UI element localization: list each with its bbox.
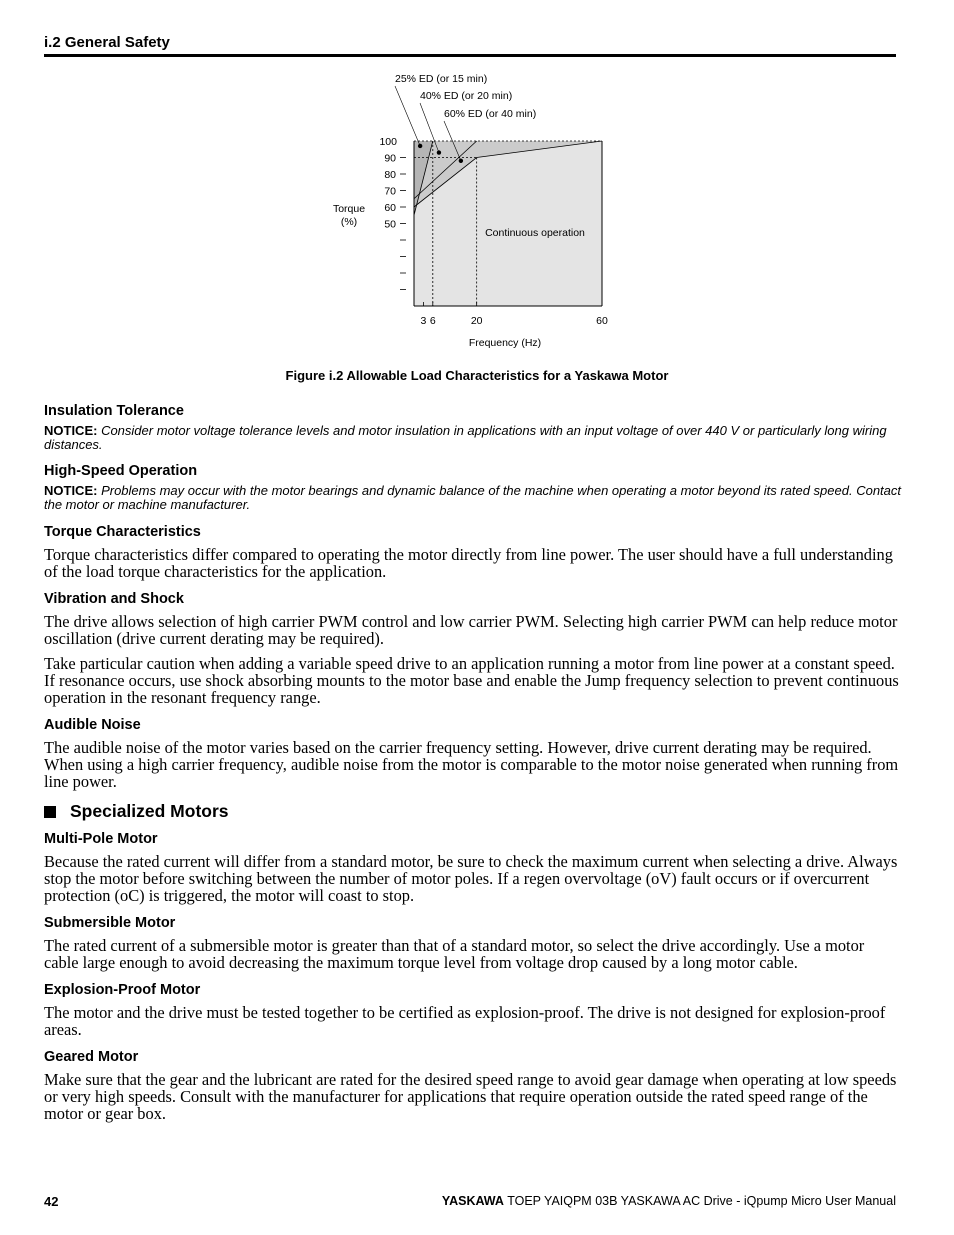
x-tick-label: 6: [429, 315, 436, 327]
x-tick-label: 20: [470, 315, 483, 327]
series-leader-line: [395, 86, 420, 146]
submersible-paragraph: The rated current of a submersible motor is greater than that of a standard motor, so select the drive accordingly. Use a motor cable large enough to avoid decreasing the maximum torque level from voltage drop caused by a long motor cable.: [44, 936, 865, 972]
section-header: i.2 General Safety: [44, 34, 170, 51]
multi-pole-paragraph: Because the rated current will differ from a standard motor, be sure to check the maximum current when selecting a drive. Always stop the motor before switching between the number of motor poles. If a regen overvoltage (oV) fault occurs or if overcurrent protection (oC) is triggered, the motor will coast to stop.: [44, 852, 898, 905]
y-tick-label: 70: [384, 185, 396, 198]
vibration-heading: Vibration and Shock: [44, 591, 184, 607]
submersible-heading: Submersible Motor: [44, 915, 176, 931]
y-tick-label: 100: [379, 136, 397, 148]
y-tick-label: 80: [384, 169, 396, 181]
audible-noise-heading: Audible Noise: [44, 717, 141, 733]
square-bullet-icon: [44, 806, 56, 818]
insulation-tolerance-heading: Insulation Tolerance: [44, 403, 184, 419]
series-label: 60% ED (or 40 min): [444, 108, 537, 120]
specialized-motors-title: Specialized Motors: [70, 801, 229, 821]
vibration-paragraph-2: Take particular caution when adding a variable speed drive to an application running a motor from line power at a constant speed. If resonance occurs, use shock absorbing mounts to the motor base and enable the Jump frequency selection to prevent continuous operation in the resonant frequency range.: [44, 654, 899, 707]
footer-brand: YASKAWA: [441, 1194, 504, 1208]
y-axis-unit: (%): [340, 216, 358, 228]
y-tick-label: 90: [384, 152, 396, 165]
insulation-notice: [44, 424, 904, 452]
footer-manual-name: TOEP YAIQPM 03B YASKAWA AC Drive - iQpump Micro User Manual: [503, 1194, 896, 1208]
torque-heading: Torque Characteristics: [44, 524, 201, 540]
y-tick-label: 60: [384, 202, 396, 214]
figure-caption: Figure i.2 Allowable Load Characteristics for a Yaskawa Motor: [285, 368, 669, 383]
geared-motor-heading: Geared Motor: [44, 1049, 139, 1065]
region-label: Continuous operation: [485, 227, 585, 239]
geared-motor-paragraph: Make sure that the gear and the lubricant are rated for the desired speed range to avoid gear damage when operating at low speeds or very high speeds. Consult with the manufacturer for applications that require operation outside the rated speed range of the motor or gear box.: [44, 1070, 897, 1123]
explosion-proof-heading: Explosion-Proof Motor: [44, 982, 201, 998]
high-speed-notice: [44, 484, 904, 512]
torque-paragraph: Torque characteristics differ compared to operating the motor directly from line power. The user should have a full understanding of the load torque characteristics for the application.: [44, 545, 893, 581]
page-number: 42: [44, 1194, 59, 1209]
notice-text: Problems may occur with the motor bearings and dynamic balance of the machine when operating a motor beyond its rated speed. Contact the motor or machine manufacturer.: [44, 483, 902, 512]
audible-noise-paragraph: The audible noise of the motor varies based on the carrier frequency setting. However, drive current derating may be required. When using a high carrier frequency, audible noise from the motor is comparable to the motor noise generated when running from line power.: [44, 738, 899, 791]
y-tick-label: 50: [384, 218, 396, 231]
explosion-proof-paragraph: The motor and the drive must be tested together to be certified as explosion-proof. The drive is not designed for explosion-proof areas.: [44, 1003, 886, 1039]
load-characteristics-chart: [0, 0, 954, 360]
multi-pole-heading: Multi-Pole Motor: [44, 831, 158, 847]
x-axis-title: Frequency (Hz): [468, 337, 542, 349]
x-tick-label: 60: [596, 315, 608, 327]
high-speed-heading: High-Speed Operation: [44, 463, 198, 479]
series-label: 25% ED (or 15 min): [395, 73, 488, 85]
vibration-paragraph-1: The drive allows selection of high carrier PWM control and low carrier PWM. Selecting high carrier PWM can help reduce motor oscillation (drive current derating may be required).: [44, 612, 898, 648]
notice-label: NOTICE:: [44, 423, 98, 438]
series-label: 40% ED (or 20 min): [420, 90, 513, 102]
notice-text: Consider motor voltage tolerance levels and motor insulation in applications with an input voltage of over 440 V or particularly long wiring distances.: [44, 423, 887, 452]
footer-manual-title: [442, 1194, 896, 1208]
x-tick-label: 3: [420, 315, 427, 327]
specialized-motors-heading: [44, 801, 229, 822]
notice-label: NOTICE:: [44, 483, 98, 498]
y-axis-title: Torque: [332, 203, 366, 215]
